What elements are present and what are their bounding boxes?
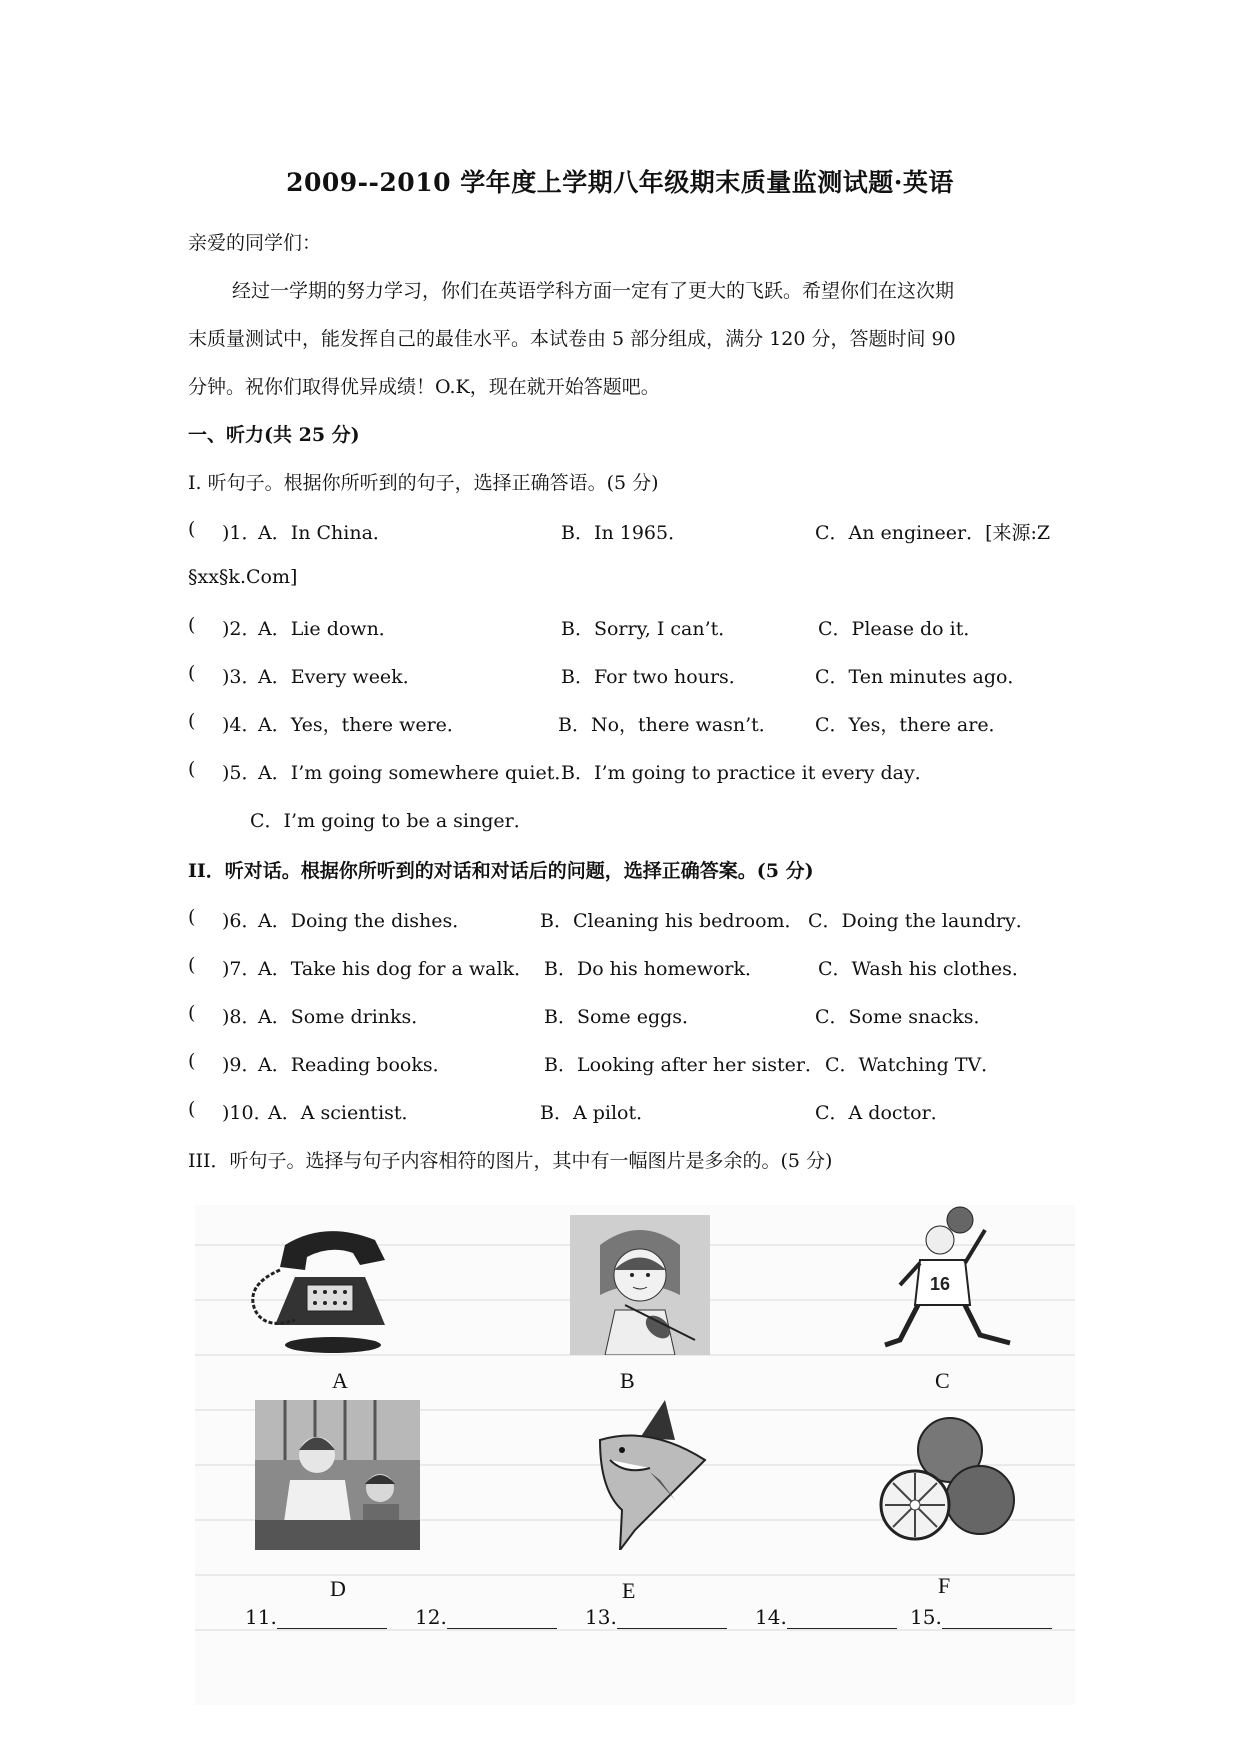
option-c: C．Watching TV． xyxy=(825,1054,1001,1076)
answer-input[interactable] xyxy=(617,1610,727,1629)
picture-label-d: D xyxy=(330,1576,346,1601)
option-b: B．A pilot． xyxy=(540,1102,656,1124)
shark-icon xyxy=(580,1400,730,1550)
mother-daughter-photo-icon xyxy=(255,1400,420,1550)
question-6 xyxy=(188,906,1088,936)
question-1 xyxy=(188,518,1088,548)
question-number: )9． xyxy=(222,1054,261,1076)
option-a: A．Yes，there were． xyxy=(258,714,466,736)
section3-heading: III．听句子。选择与句子内容相符的图片，其中有一幅图片是多余的。(5 分) xyxy=(188,1150,833,1172)
answer-number: 14. xyxy=(755,1605,787,1629)
option-a: A．I’m going somewhere quiet． xyxy=(258,762,574,784)
option-c: C．Ten minutes ago． xyxy=(815,666,1027,688)
question-number: )6． xyxy=(222,910,261,932)
intro-line-3: 分钟。祝你们取得优异成绩！O.K，现在就开始答题吧。 xyxy=(188,376,660,398)
answer-input[interactable] xyxy=(787,1610,897,1629)
answer-number: 12. xyxy=(415,1605,447,1629)
answer-paren[interactable]: ( xyxy=(188,518,196,540)
section1-heading: I. 听句子。根据你所听到的句子，选择正确答语。(5 分) xyxy=(188,472,659,494)
question-2 xyxy=(188,614,1088,644)
option-c: C．Wash his clothes． xyxy=(818,958,1031,980)
question-3 xyxy=(188,662,1088,692)
answer-number: 11. xyxy=(245,1605,277,1629)
question-number: )7． xyxy=(222,958,261,980)
picture-label-e: E xyxy=(622,1578,636,1603)
answer-blank-11 xyxy=(245,1605,387,1629)
question-5 xyxy=(188,758,1088,788)
question-number: )4． xyxy=(222,714,261,736)
option-c: C．Please do it． xyxy=(818,618,983,640)
option-c: C．Doing the laundry． xyxy=(808,910,1035,932)
answer-paren[interactable]: ( xyxy=(188,758,196,780)
answer-input[interactable] xyxy=(277,1610,387,1629)
option-b: B．I’m going to practice it every day． xyxy=(561,762,934,784)
violin-girl-icon xyxy=(570,1215,710,1355)
answer-paren[interactable]: ( xyxy=(188,1098,196,1120)
oranges-icon xyxy=(870,1410,1020,1550)
svg-text:16: 16 xyxy=(930,1274,951,1294)
section2-heading: II．听对话。根据你所听到的对话和对话后的问题，选择正确答案。(5 分) xyxy=(188,860,814,882)
question-number: )5． xyxy=(222,762,261,784)
answer-paren[interactable]: ( xyxy=(188,954,196,976)
answer-paren[interactable]: ( xyxy=(188,1050,196,1072)
answer-blank-14 xyxy=(755,1605,897,1629)
exam-title: 2009--2010 学年度上学期八年级期末质量监测试题·英语 xyxy=(286,168,954,197)
answer-paren[interactable]: ( xyxy=(188,1002,196,1024)
option-c: C．A doctor． xyxy=(815,1102,950,1124)
option-a: A．A scientist． xyxy=(268,1102,421,1124)
source-tail: §xx§k.Com] xyxy=(188,566,298,588)
part1-heading: 一、听力(共 25 分) xyxy=(188,424,360,446)
option-c: C．Yes，there are． xyxy=(815,714,1008,736)
option-b: B．Cleaning his bedroom． xyxy=(540,910,804,932)
basketball-player-icon xyxy=(860,1205,1030,1355)
question-number: )10． xyxy=(222,1102,273,1124)
answer-blank-13 xyxy=(585,1605,727,1629)
greeting: 亲爱的同学们： xyxy=(188,232,322,254)
option-a: A．Lie down． xyxy=(258,618,398,640)
answer-input[interactable] xyxy=(942,1610,1052,1629)
question-number: )2． xyxy=(222,618,261,640)
picture-label-c: C xyxy=(935,1368,950,1393)
question-number: )1． xyxy=(222,522,261,544)
answer-paren[interactable]: ( xyxy=(188,662,196,684)
option-b: B．Do his homework． xyxy=(544,958,765,980)
option-a: A．Some drinks． xyxy=(258,1006,431,1028)
question-4 xyxy=(188,710,1088,740)
answer-blank-12 xyxy=(415,1605,557,1629)
question-5-option-c: C．I’m going to be a singer． xyxy=(250,810,533,832)
question-10 xyxy=(188,1098,1088,1128)
question-number: )8． xyxy=(222,1006,261,1028)
intro-line-1: 经过一学期的努力学习，你们在英语学科方面一定有了更大的飞跃。希望你们在这次期 xyxy=(232,280,955,302)
option-b: B．No，there wasn’t． xyxy=(558,714,778,736)
question-number: )3． xyxy=(222,666,261,688)
answer-number: 15. xyxy=(910,1605,942,1629)
option-b: B．Sorry, I can’t． xyxy=(561,618,738,640)
answer-blank-15 xyxy=(910,1605,1052,1629)
answer-input[interactable] xyxy=(447,1610,557,1629)
option-a: A．Doing the dishes． xyxy=(258,910,472,932)
option-a: A．Reading books． xyxy=(258,1054,452,1076)
answer-paren[interactable]: ( xyxy=(188,710,196,732)
question-8 xyxy=(188,1002,1088,1032)
option-b: B．For two hours． xyxy=(561,666,748,688)
option-a: A．In China． xyxy=(258,522,392,544)
option-a: A．Every week． xyxy=(258,666,422,688)
question-9 xyxy=(188,1050,1088,1080)
option-c: C．An engineer．[来源:Z xyxy=(815,522,1051,544)
telephone-icon xyxy=(235,1215,415,1355)
answer-number: 13. xyxy=(585,1605,617,1629)
picture-label-a: A xyxy=(332,1368,348,1393)
option-b: B．Some eggs． xyxy=(544,1006,702,1028)
picture-label-f: F xyxy=(938,1573,951,1598)
question-7 xyxy=(188,954,1088,984)
intro-line-2: 末质量测试中，能发挥自己的最佳水平。本试卷由 5 部分组成，满分 120 分，答题时间 90 xyxy=(188,328,956,350)
answer-paren[interactable]: ( xyxy=(188,906,196,928)
option-b: B．In 1965． xyxy=(561,522,688,544)
picture-label-b: B xyxy=(620,1368,635,1393)
option-b: B．Looking after her sister． xyxy=(544,1054,824,1076)
option-c: C．Some snacks． xyxy=(815,1006,993,1028)
answer-paren[interactable]: ( xyxy=(188,614,196,636)
option-a: A．Take his dog for a walk． xyxy=(258,958,534,980)
